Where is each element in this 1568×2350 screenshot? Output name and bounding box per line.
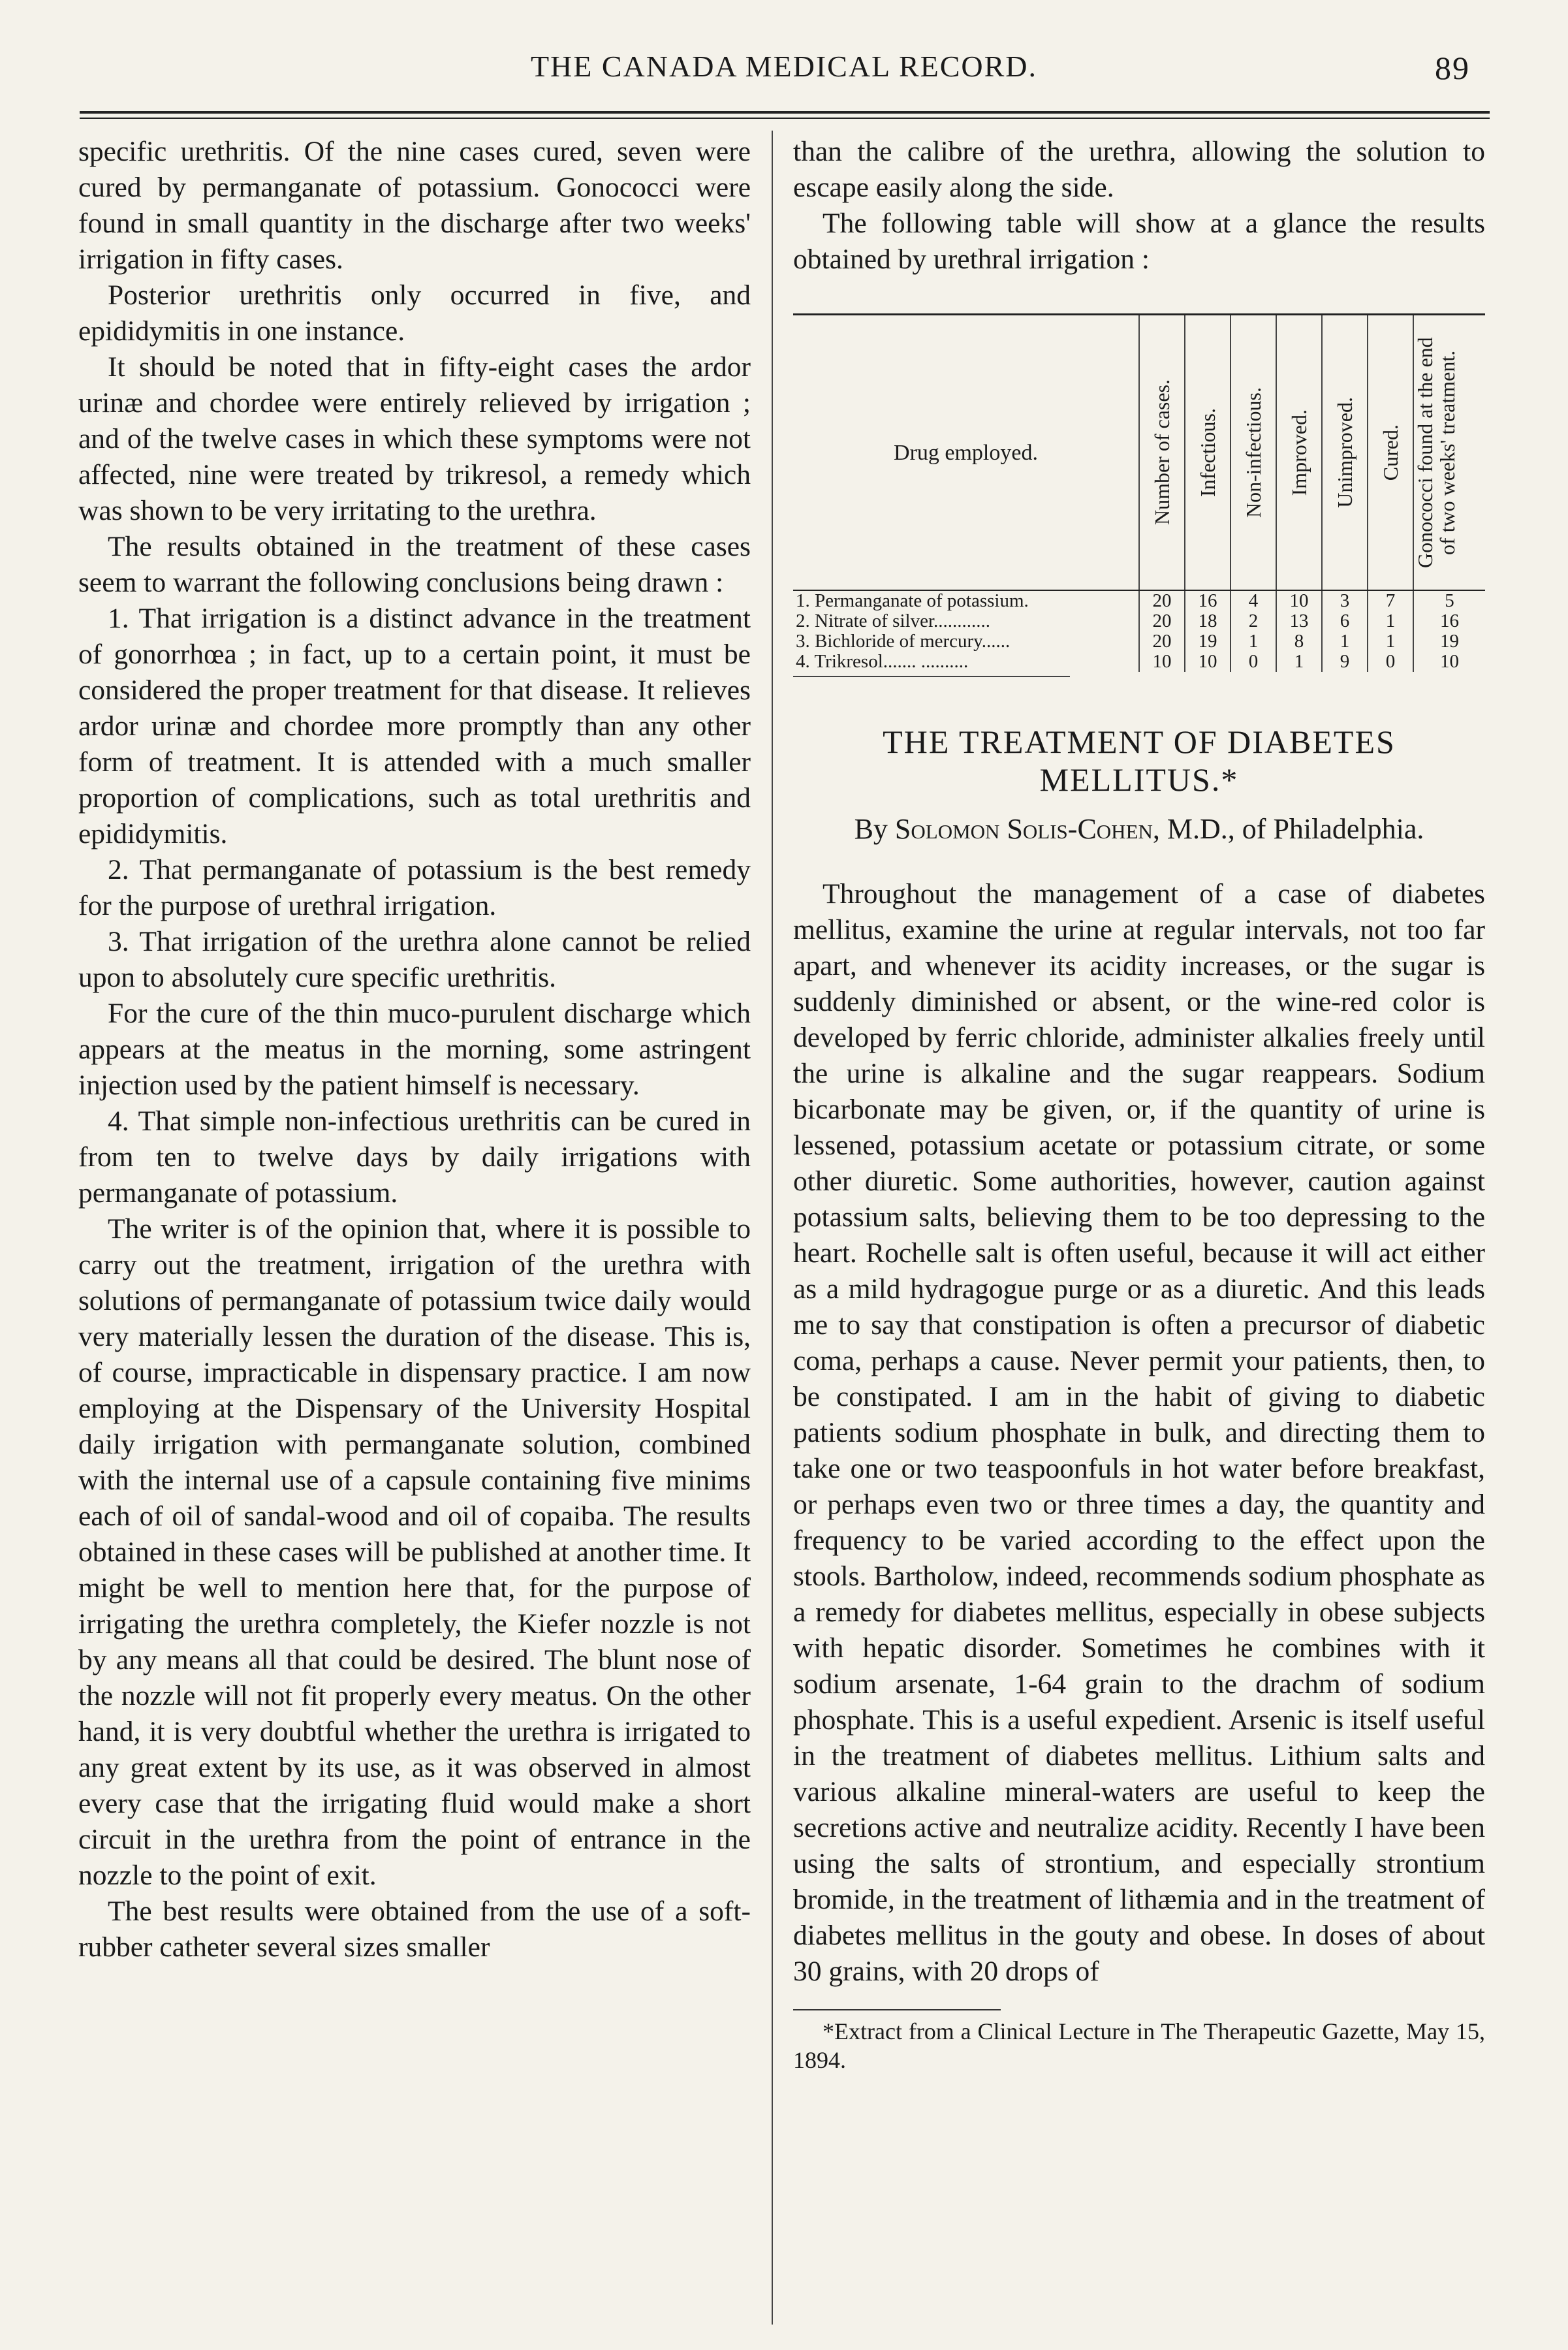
column-header: Unimproved. — [1322, 315, 1368, 590]
journal-title: THE CANADA MEDICAL RECORD. — [530, 50, 1038, 83]
cell: 10 — [1413, 652, 1485, 672]
column-header: Gonococci found at the end of two weeks' treatment. — [1413, 315, 1485, 590]
paragraph: The best results were obtained from the use of a soft-rubber catheter several sizes smaller — [78, 1896, 751, 1963]
left-column — [78, 134, 751, 1965]
cell: 10 — [1185, 652, 1231, 672]
paragraph: The writer is of the opinion that, where it is possible to carry out the treatment, irrigation of the urethra with solutions of permanganate of potassium twice daily would very materially lessen the duration of the disease. This is, of course, impracticable in dispensary practice. I am now employing at the Dispensary of the University Hospital daily irrigation with permanganate solution, combined with the internal use of a capsule containing five minims each of oil of sandal-wood and oil of copaiba. The results obtained in these cases will be published at another time. It might be well to mention here that, for the purpose of irrigating the urethra completely, the Kiefer nozzle is not by any means all that could be desired. The blunt nose of the nozzle will not fit properly every meatus. On the other hand, it is very doubtful whether the urethra is irrigated to any great extent by its use, as it was observed in almost every case that the irrigating fluid would make a short circuit in the urethra from the point of entrance in the nozzle to the point of exit. — [78, 1213, 751, 1891]
drug-header: Drug employed. — [793, 315, 1139, 590]
page-number: 89 — [1435, 50, 1470, 86]
author-credentials: M.D., of Philadelphia. — [1167, 813, 1424, 845]
cell: 1 — [1231, 631, 1276, 652]
conclusion-1: 1. That irrigation is a distinct advance in the treatment of gonorrhœa ; in fact, up to a certain point, it must be considered the proper treatment for that disease. It relieves ardor urinæ and chordee more promptly than any other form of treatment. It is attended with a much smaller proportion of complications, such as total urethritis and epididymitis. — [78, 603, 751, 849]
paragraph: The results obtained in the treatment of these cases seem to warrant the following conclusions being drawn : — [78, 531, 751, 598]
cell: 19 — [1413, 631, 1485, 652]
cell: 7 — [1368, 590, 1413, 611]
header-rule-thin — [80, 118, 1490, 119]
cell: 16 — [1413, 611, 1485, 631]
results-table — [793, 313, 1485, 677]
cell: 18 — [1185, 611, 1231, 631]
drug-name: 2. Nitrate of silver............ — [796, 611, 991, 631]
table-row — [793, 652, 1485, 672]
column-header: Non-infectious. — [1231, 315, 1276, 590]
conclusion-2: 2. That permanganate of potassium is the best remedy for the purpose of urethral irrigation. — [78, 854, 751, 921]
cell: 20 — [1139, 611, 1185, 631]
column-divider — [772, 131, 773, 2325]
cell: 13 — [1276, 611, 1322, 631]
cell: 6 — [1322, 611, 1368, 631]
drug-name: 1. Permanganate of potassium. — [796, 590, 1029, 611]
conclusion-3: 3. That irrigation of the urethra alone cannot be relied upon to absolutely cure specific urethritis. — [78, 926, 751, 993]
article-body: Throughout the management of a case of diabetes mellitus, examine the urine at regular intervals, not too far apart, and whenever its acidity increases, or the sugar is suddenly diminished or absent, or the wine-red color is developed by ferric chloride, administer alkalies freely until the urine is alkaline and the sugar reappears. Sodium bicarbonate may be given, or, if the quantity of urine is lessened, potassium acetate or potassium citrate, or some other diuretic. Some authorities, however, caution against potassium salts, believing them to be too depressing to the heart. Rochelle salt is often useful, because it will act either as a mild hydragogue purge or as a diuretic. And this leads me to say that constipation is often a precursor of diabetic coma, perhaps a cause. Never permit your patients, then, to be constipated. I am in the habit of giving to diabetic patients sodium phosphate in bulk, and directing them to take one or two teaspoonfuls in hot water before breakfast, or perhaps even two or three times a day, the quantity and frequency to be varied according to the effect upon the stools. Bartholow, indeed, recommends sodium phosphate as a remedy for diabetes mellitus, especially in obese subjects with hepatic disorder. Sometimes he combines with it sodium arsenate, 1-64 grain to the drachm of sodium phosphate. This is a useful expedient. Arsenic is itself useful in the treatment of diabetes mellitus. Lithium salts and various alkaline mineral-waters are useful to keep the secretions active and neutralize acidity. Recently I have been using the salts of strontium, and especially strontium bromide, in the treatment of lithæmia and in the treatment of diabetes mellitus in the gouty and obese. In doses of about 30 grains, with 20 drops of — [793, 878, 1485, 1987]
conclusion-4: 4. That simple non-infectious urethritis can be cured in from ten to twelve days by daily irrigations with permanganate of potassium. — [78, 1105, 751, 1209]
column-header: Improved. — [1276, 315, 1322, 590]
cell: 9 — [1322, 652, 1368, 672]
cell: 16 — [1185, 590, 1231, 611]
cell: 0 — [1231, 652, 1276, 672]
column-header: Infectious. — [1185, 315, 1231, 590]
table-row — [793, 611, 1485, 631]
footnote-rule — [793, 2009, 1001, 2010]
column-header: Number of cases. — [1139, 315, 1185, 590]
drug-name: 4. Trikresol....... .......... — [796, 651, 969, 672]
cell: 10 — [1276, 590, 1322, 611]
cell: 1 — [1276, 652, 1322, 672]
cell: 20 — [1139, 631, 1185, 652]
paragraph: than the calibre of the urethra, allowing the solution to escape easily along the side. — [793, 136, 1485, 203]
cell: 1 — [1368, 611, 1413, 631]
article-title: THE TREATMENT OF DIABETES MELLITUS.* — [883, 723, 1396, 798]
author-name: Solomon Solis-Cohen, — [894, 813, 1160, 845]
cell: 4 — [1231, 590, 1276, 611]
paragraph: Posterior urethritis only occurred in five, and epididymitis in one instance. — [78, 279, 751, 347]
byline — [793, 812, 1485, 847]
cell: 3 — [1322, 590, 1368, 611]
table-row — [793, 590, 1485, 611]
cell: 10 — [1139, 652, 1185, 672]
cell: 8 — [1276, 631, 1322, 652]
right-column — [793, 134, 1485, 2074]
byline-by: By — [854, 813, 888, 845]
paragraph: The following table will show at a glance the results obtained by urethral irrigation : — [793, 208, 1485, 275]
cell: 19 — [1185, 631, 1231, 652]
drug-name: 3. Bichloride of mercury...... — [796, 631, 1011, 652]
cell: 0 — [1368, 652, 1413, 672]
table-end-rule — [793, 676, 1070, 677]
column-header: Cured. — [1368, 315, 1413, 590]
cell: 1 — [1368, 631, 1413, 652]
paragraph: For the cure of the thin muco-purulent discharge which appears at the meatus in the morning, some astringent injection used by the patient himself is necessary. — [78, 998, 751, 1101]
header-rule — [80, 111, 1490, 114]
cell: 20 — [1139, 590, 1185, 611]
running-header — [78, 49, 1490, 101]
cell: 1 — [1322, 631, 1368, 652]
cell: 5 — [1413, 590, 1485, 611]
table-row — [793, 631, 1485, 652]
footnote: *Extract from a Clinical Lecture in The Therapeutic Gazette, May 15, 1894. — [793, 2018, 1485, 2073]
paragraph: It should be noted that in fifty-eight cases the ardor urinæ and chordee were entirely relieved by irrigation ; and of the twelve cases in which these symptoms were not affected, nine were treated by trikresol, a remedy which was shown to be very irritating to the urethra. — [78, 351, 751, 526]
cell: 2 — [1231, 611, 1276, 631]
paragraph: specific urethritis. Of the nine cases cured, seven were cured by permanganate of potassium. Gonococci were found in small quantity in the discharge after two weeks' irrigation in fifty cases. — [78, 136, 751, 275]
